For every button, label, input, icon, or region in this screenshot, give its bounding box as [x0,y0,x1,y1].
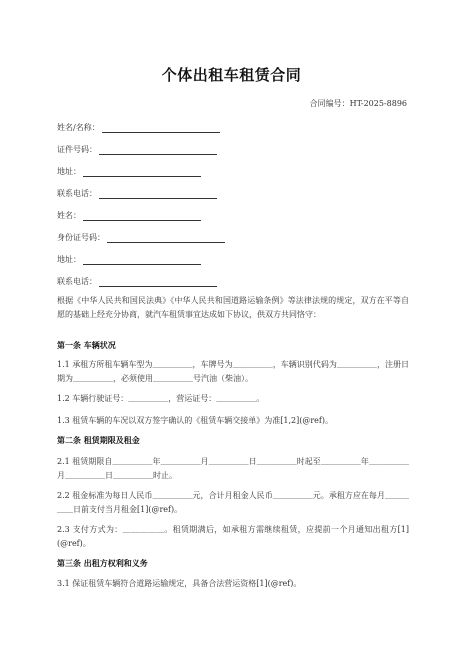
clause-2-3: 2.3 支付方式为：＿＿＿＿＿。租赁期满后，如承租方需继续租赁，应提前一个月通知出租方[1](@ref)。 [57,525,409,548]
party-a-name-label: 姓名/名称： [57,123,100,132]
section-heading-2: 第二条 租赁期限及租金 [57,436,140,445]
clause-1-2: 1.2 车辆行驶证号：＿＿＿＿＿，营运证号：＿＿＿＿＿。 [57,394,265,403]
section-heading-1: 第一条 车辆状况 [57,341,116,350]
party-a-id-blank[interactable] [99,145,217,155]
section-heading-3: 第三条 出租方权利和义务 [57,559,148,568]
party-a-phone-blank[interactable] [99,189,217,199]
contract-number: 合同编号：HT-2025-8896 [309,99,407,108]
clause-3-1: 3.1 保证租赁车辆符合道路运输规定，具备合法营运资格[1](@ref)。 [57,579,302,588]
party-a-id-label: 证件号码： [57,145,97,154]
party-b-address-blank[interactable] [83,255,201,265]
clause-2-2: 2.2 租金标准为每日人民币＿＿＿＿＿元，合计月租金人民币＿＿＿＿＿元。承租方应在每月＿＿＿＿＿日前支付当月租金[1](@ref)。 [57,491,409,514]
party-a-phone-label: 联系电话： [57,189,97,198]
party-a-address-field[interactable] [57,166,201,177]
party-a-id-field[interactable] [57,144,217,155]
party-a-address-label: 地址： [57,167,81,176]
clause-2-1: 2.1 租赁期限自＿＿＿＿＿年＿＿＿＿＿月＿＿＿＿＿日＿＿＿＿＿时起至＿＿＿＿＿年＿＿＿＿＿月＿＿＿＿＿日＿＿＿＿＿时止。 [57,457,409,480]
party-b-name-field[interactable] [57,210,201,221]
party-a-name-blank[interactable] [102,123,220,133]
party-b-phone-blank[interactable] [99,277,217,287]
party-b-address-field[interactable] [57,254,201,265]
clause-1-3: 1.3 租赁车辆的车况以双方签字确认的《租赁车辆交接单》为准[1,2](@ref)。 [57,416,333,425]
preamble-paragraph: 根据《中华人民共和国民法典》《中华人民共和国道路运输条例》等法律法规的规定，双方在平等自愿的基础上经充分协商，就汽车租赁事宜达成如下协议，供双方共同恪守： [57,296,409,319]
party-a-name-field[interactable] [57,122,220,133]
party-b-phone-label: 联系电话： [57,277,97,286]
party-b-id-field[interactable] [57,232,225,243]
clause-1-1: 1.1 承租方所租车辆车型为＿＿＿＿＿，车牌号为＿＿＿＿＿，车辆识别代码为＿＿＿＿＿，注册日期为＿＿＿＿＿，必须使用＿＿＿＿＿号汽油（柴油）。 [57,360,409,383]
party-a-address-blank[interactable] [83,167,201,177]
party-b-name-blank[interactable] [83,211,201,221]
party-a-phone-field[interactable] [57,188,217,199]
page-title: 个体出租车租赁合同 [161,66,302,84]
party-b-id-blank[interactable] [107,233,225,243]
party-b-id-label: 身份证号码： [57,233,105,242]
party-b-phone-field[interactable] [57,276,217,287]
party-b-address-label: 地址： [57,255,81,264]
party-b-name-label: 姓名： [57,211,81,220]
